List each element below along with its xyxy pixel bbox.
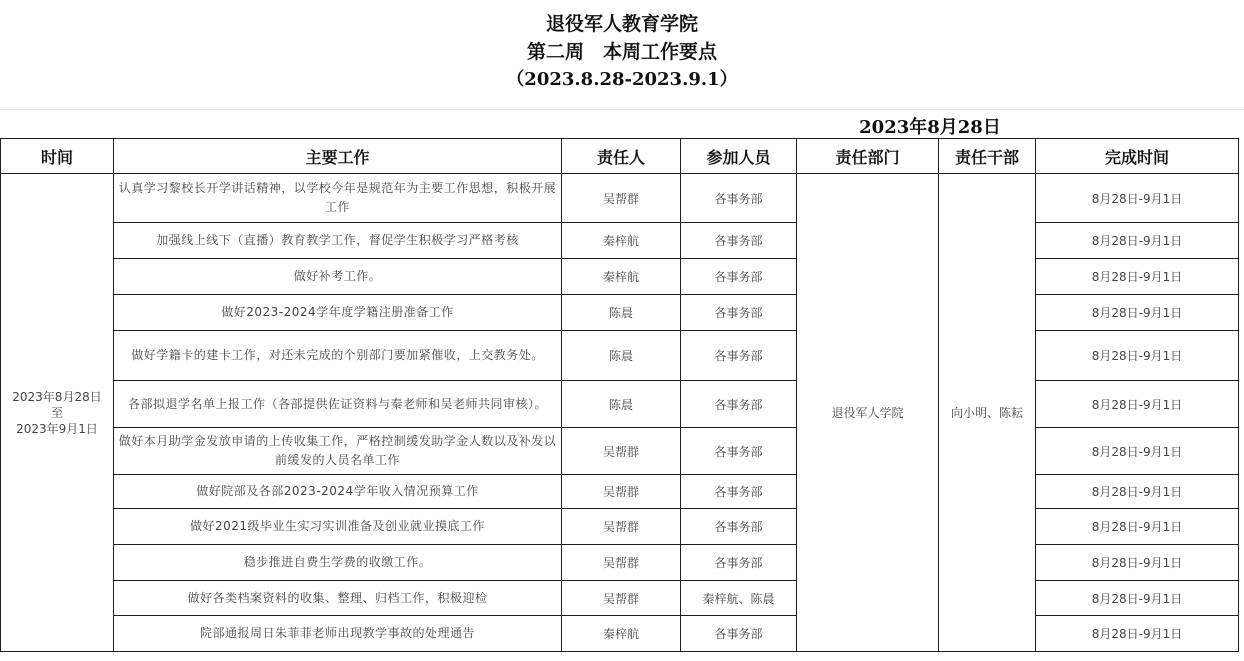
participants-cell: 各事务部 bbox=[681, 475, 797, 509]
table-row bbox=[1, 295, 1239, 331]
date-range: （2023.8.28-2023.9.1） bbox=[506, 69, 738, 90]
owner-cell: 吴帮群 bbox=[562, 509, 681, 545]
table-row bbox=[1, 616, 1239, 652]
table-row bbox=[1, 223, 1239, 259]
sheet-date: 2023年8月28日 bbox=[859, 117, 1001, 138]
deadline-cell: 8月28日-9月1日 bbox=[1036, 259, 1239, 295]
org-title: 退役军人教育学院 bbox=[545, 13, 698, 35]
task-cell: 做好院部及各部2023-2024学年收入情况预算工作 bbox=[114, 475, 562, 509]
task-cell: 做好2021级毕业生实习实训准备及创业就业摸底工作 bbox=[114, 509, 562, 545]
table-row bbox=[1, 475, 1239, 509]
participants-cell: 各事务部 bbox=[681, 331, 797, 381]
owner-cell: 陈晨 bbox=[562, 295, 681, 331]
table-row bbox=[1, 581, 1239, 616]
col-header-main-work: 主要工作 bbox=[114, 139, 562, 174]
deadline-cell: 8月28日-9月1日 bbox=[1036, 331, 1239, 381]
deadline-cell: 8月28日-9月1日 bbox=[1036, 174, 1239, 223]
task-cell: 做好2023-2024学年度学籍注册准备工作 bbox=[114, 295, 562, 331]
task-cell: 加强线上线下（直播）教育教学工作，督促学生积极学习严格考核 bbox=[114, 223, 562, 259]
participants-cell: 各事务部 bbox=[681, 509, 797, 545]
deadline-cell: 8月28日-9月1日 bbox=[1036, 509, 1239, 545]
table-row bbox=[1, 381, 1239, 428]
participants-cell: 各事务部 bbox=[681, 381, 797, 428]
table-row bbox=[1, 545, 1239, 581]
cadre-cell: 向小明、陈耘 bbox=[939, 174, 1036, 652]
owner-cell: 陈晨 bbox=[562, 381, 681, 428]
deadline-cell: 8月28日-9月1日 bbox=[1036, 545, 1239, 581]
table-row bbox=[1, 174, 1239, 223]
participants-cell: 各事务部 bbox=[681, 616, 797, 652]
document-title-block bbox=[0, 10, 1244, 94]
task-cell: 做好本月助学金发放申请的上传收集工作，严格控制缓发助学金人数以及补发以前缓发的人员名单工作 bbox=[114, 428, 562, 475]
owner-cell: 秦梓航 bbox=[562, 223, 681, 259]
owner-cell: 吴帮群 bbox=[562, 475, 681, 509]
period-end: 2023年9月1日 bbox=[16, 421, 98, 436]
table-row bbox=[1, 331, 1239, 381]
task-cell: 认真学习黎校长开学讲话精神，以学校今年是规范年为主要工作思想，积极开展工作 bbox=[114, 174, 562, 223]
deadline-cell: 8月28日-9月1日 bbox=[1036, 428, 1239, 475]
deadline-cell: 8月28日-9月1日 bbox=[1036, 223, 1239, 259]
department-cell: 退役军人学院 bbox=[797, 174, 939, 652]
table-row bbox=[1, 428, 1239, 475]
table-row bbox=[1, 509, 1239, 545]
deadline-cell: 8月28日-9月1日 bbox=[1036, 295, 1239, 331]
participants-cell: 秦梓航、陈晨 bbox=[681, 581, 797, 616]
task-cell: 做好学籍卡的建卡工作，对还未完成的个别部门要加紧催收，上交教务处。 bbox=[114, 331, 562, 381]
col-header-owner: 责任人 bbox=[562, 139, 681, 174]
deadline-cell: 8月28日-9月1日 bbox=[1036, 475, 1239, 509]
owner-cell: 吴帮群 bbox=[562, 428, 681, 475]
week-title: 第二周 本周工作要点 bbox=[526, 41, 717, 63]
task-cell: 稳步推进自费生学费的收缴工作。 bbox=[114, 545, 562, 581]
deadline-cell: 8月28日-9月1日 bbox=[1036, 616, 1239, 652]
table-row bbox=[1, 259, 1239, 295]
period-start: 2023年8月28日 bbox=[12, 389, 102, 404]
col-header-participants: 参加人员 bbox=[681, 139, 797, 174]
task-cell: 做好补考工作。 bbox=[114, 259, 562, 295]
owner-cell: 吴帮群 bbox=[562, 581, 681, 616]
participants-cell: 各事务部 bbox=[681, 295, 797, 331]
col-header-cadre: 责任干部 bbox=[939, 139, 1036, 174]
owner-cell: 秦梓航 bbox=[562, 616, 681, 652]
owner-cell: 陈晨 bbox=[562, 331, 681, 381]
owner-cell: 吴帮群 bbox=[562, 174, 681, 223]
col-header-deadline: 完成时间 bbox=[1036, 139, 1239, 174]
work-plan-table bbox=[0, 138, 1239, 652]
task-cell: 做好各类档案资料的收集、整理、归档工作，积极迎检 bbox=[114, 581, 562, 616]
task-cell: 院部通报周日朱菲菲老师出现教学事故的处理通告 bbox=[114, 616, 562, 652]
period-cell bbox=[1, 174, 114, 652]
owner-cell: 吴帮群 bbox=[562, 545, 681, 581]
owner-cell: 秦梓航 bbox=[562, 259, 681, 295]
participants-cell: 各事务部 bbox=[681, 428, 797, 475]
col-header-time: 时间 bbox=[1, 139, 114, 174]
deadline-cell: 8月28日-9月1日 bbox=[1036, 381, 1239, 428]
period-to: 至 bbox=[50, 405, 63, 420]
col-header-department: 责任部门 bbox=[797, 139, 939, 174]
deadline-cell: 8月28日-9月1日 bbox=[1036, 581, 1239, 616]
participants-cell: 各事务部 bbox=[681, 174, 797, 223]
task-cell: 各部拟退学名单上报工作（各部提供佐证资料与秦老师和吴老师共同审核）。 bbox=[114, 381, 562, 428]
participants-cell: 各事务部 bbox=[681, 545, 797, 581]
sheet-gridline bbox=[0, 109, 1244, 110]
participants-cell: 各事务部 bbox=[681, 223, 797, 259]
header-row bbox=[1, 139, 1239, 174]
participants-cell: 各事务部 bbox=[681, 259, 797, 295]
